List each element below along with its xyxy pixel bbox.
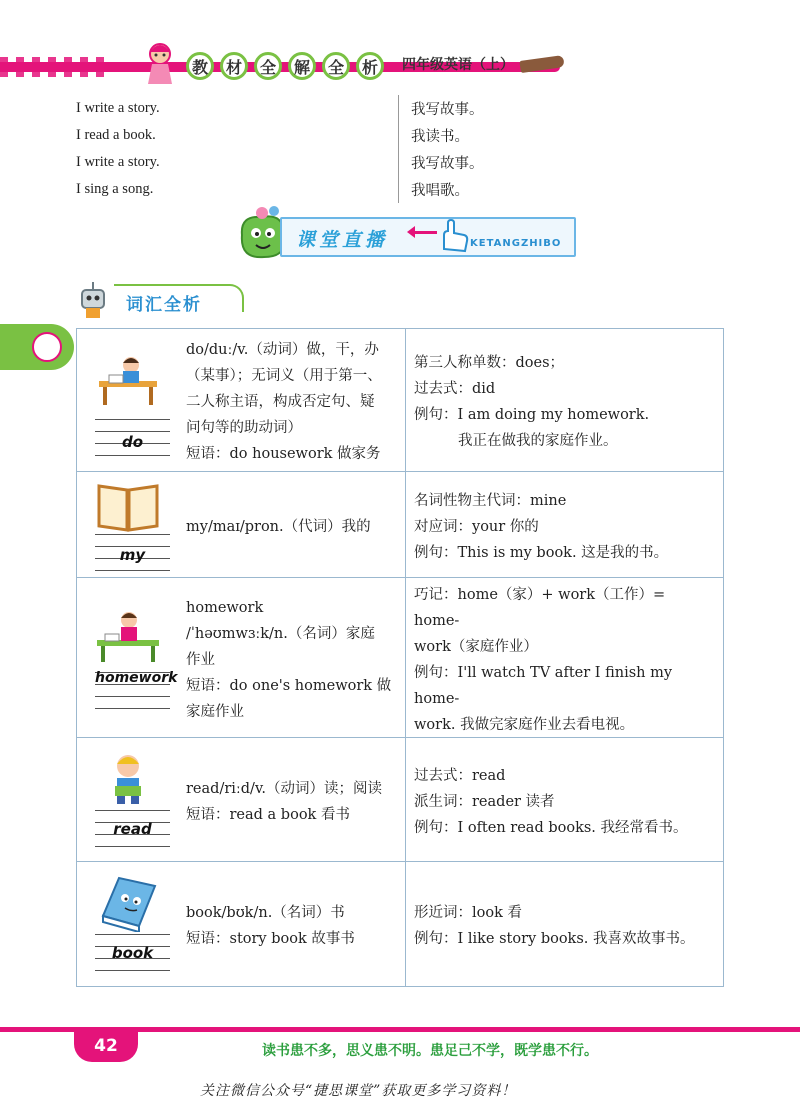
vocab-word: homework (95, 670, 178, 686)
banner-subtitle: KETANGZHIBO (470, 238, 562, 249)
sentence-row (76, 149, 736, 176)
sentence-row (76, 176, 736, 203)
vocab-word: do (121, 433, 144, 451)
usage-line: 形近词：look 看 (414, 905, 522, 921)
watermark-text: 关注微信公众号“捷思课堂”获取更多学习资料！ (200, 1083, 517, 1099)
definition-cell (180, 578, 406, 737)
usage-line: 我正在做我的家庭作业。 (458, 433, 618, 449)
usage-cell (406, 862, 723, 986)
cat-face-icon (32, 332, 62, 362)
definition-line: homework (186, 599, 264, 616)
book-title (186, 52, 384, 80)
robot-mascot-icon (76, 280, 112, 320)
handwriting-lines (95, 534, 170, 574)
sentence-english: I write a story. (76, 154, 160, 170)
definition-line: read/riːd/v.（动词）读；阅读 (186, 780, 383, 797)
usage-cell (406, 738, 723, 861)
table-row (77, 329, 723, 472)
sentence-english: I read a book. (76, 127, 156, 143)
boy-doing-homework-icon (95, 351, 161, 407)
usage-line: 例句：I often read books. 我经常看书。 (414, 819, 688, 836)
definition-line: 问句等的助动词） (186, 420, 302, 436)
handwriting-lines (95, 670, 178, 712)
usage-line: work（家庭作业） (414, 638, 538, 655)
sentence-chinese: 我写故事。 (398, 149, 484, 176)
usage-line: 巧记：home（家）+ work（工作）= home- (414, 586, 670, 629)
title-char: 教 (186, 52, 214, 80)
book-character-icon (95, 876, 161, 932)
usage-line: 例句：This is my book. 这是我的书。 (414, 544, 669, 561)
usage-line: 过去式：did (414, 381, 496, 397)
usage-line: 第三人称单数：does； (414, 355, 565, 371)
side-tab (0, 324, 74, 370)
footer-motto: 读书患不多，思义患不明。患足己不学，既学患不行。 (262, 1043, 598, 1059)
definition-cell (180, 862, 406, 986)
handwriting-lines (95, 810, 170, 850)
girl-at-desk-icon (95, 608, 161, 664)
page-header (0, 40, 800, 90)
definition-cell (180, 738, 406, 861)
open-book-icon (95, 478, 161, 534)
page-number: 42 (74, 1030, 138, 1062)
word-card (77, 329, 180, 471)
usage-line: work. 我做完家庭作业去看电视。 (414, 716, 635, 733)
word-card (77, 862, 180, 986)
fairy-mascot-icon (140, 40, 180, 86)
sentence-chinese: 我写故事。 (398, 95, 484, 122)
sentence-row (76, 122, 736, 149)
title-char: 全 (254, 52, 282, 80)
definition-line: 二人称主语，构成否定句、疑 (186, 394, 375, 410)
definition-cell (180, 329, 406, 471)
arrow-icon (415, 231, 437, 234)
sentence-chinese: 我读书。 (398, 122, 469, 149)
usage-line: 例句：I am doing my homework. (414, 407, 650, 423)
definition-line: my/maɪ/pron.（代词）我的 (186, 518, 371, 535)
title-char: 解 (288, 52, 316, 80)
table-row (77, 578, 723, 738)
word-card (77, 472, 180, 577)
vocab-word: my (119, 546, 146, 564)
title-char: 全 (322, 52, 350, 80)
grade-label: 四年级英语（上） (402, 57, 514, 73)
usage-line: 派生词：reader 读者 (414, 793, 555, 810)
boy-reading-icon (95, 752, 161, 808)
sentence-list (76, 95, 736, 203)
usage-cell (406, 578, 723, 737)
vocabulary-table (76, 328, 724, 987)
definition-line: 短语：read a book 看书 (186, 806, 350, 823)
definition-line: 短语：do housework 做家务 (186, 446, 381, 462)
handwriting-lines (95, 419, 170, 459)
table-row (77, 862, 723, 986)
section-banner (232, 205, 577, 263)
sentence-english: I write a story. (76, 100, 160, 116)
definition-line: /ˈhəʊmwɜːk/n.（名词）家庭 (186, 625, 375, 642)
word-card (77, 578, 180, 737)
definition-line: do/duː/v.（动词）做，干，办 (186, 342, 379, 358)
vocab-word: read (113, 820, 152, 838)
usage-cell (406, 472, 723, 577)
usage-line: 例句：I'll watch TV after I finish my home- (414, 664, 677, 707)
definition-line: 家庭作业 (186, 703, 244, 720)
sentence-chinese: 我唱歌。 (398, 176, 469, 203)
usage-line: 名词性物主代词：mine (414, 492, 567, 509)
table-row (77, 738, 723, 862)
vocabulary-section-heading (76, 280, 246, 320)
section-title: 词汇全析 (126, 295, 202, 315)
usage-cell (406, 329, 723, 471)
definition-line: （某事）；无词义（用于第一、 (186, 368, 382, 384)
definition-line: 短语：story book 故事书 (186, 931, 355, 947)
banner-title: 课堂直播 (296, 229, 389, 251)
usage-line: 对应词：your 你的 (414, 518, 539, 535)
sentence-row (76, 95, 736, 122)
pointing-hand-icon (438, 219, 470, 255)
handwriting-lines (95, 934, 170, 974)
definition-line: 作业 (186, 651, 215, 668)
sentence-english: I sing a song. (76, 181, 154, 197)
definition-line: 短语：do one's homework 做 (186, 677, 392, 694)
usage-line: 过去式：read (414, 767, 506, 784)
title-char: 析 (356, 52, 384, 80)
usage-line: 例句：I like story books. 我喜欢故事书。 (414, 931, 695, 947)
title-char: 材 (220, 52, 248, 80)
table-row (77, 472, 723, 578)
word-card (77, 738, 180, 861)
vocab-word: book (111, 944, 154, 962)
definition-cell (180, 472, 406, 577)
definition-line: book/bʊk/n.（名词）书 (186, 905, 345, 921)
